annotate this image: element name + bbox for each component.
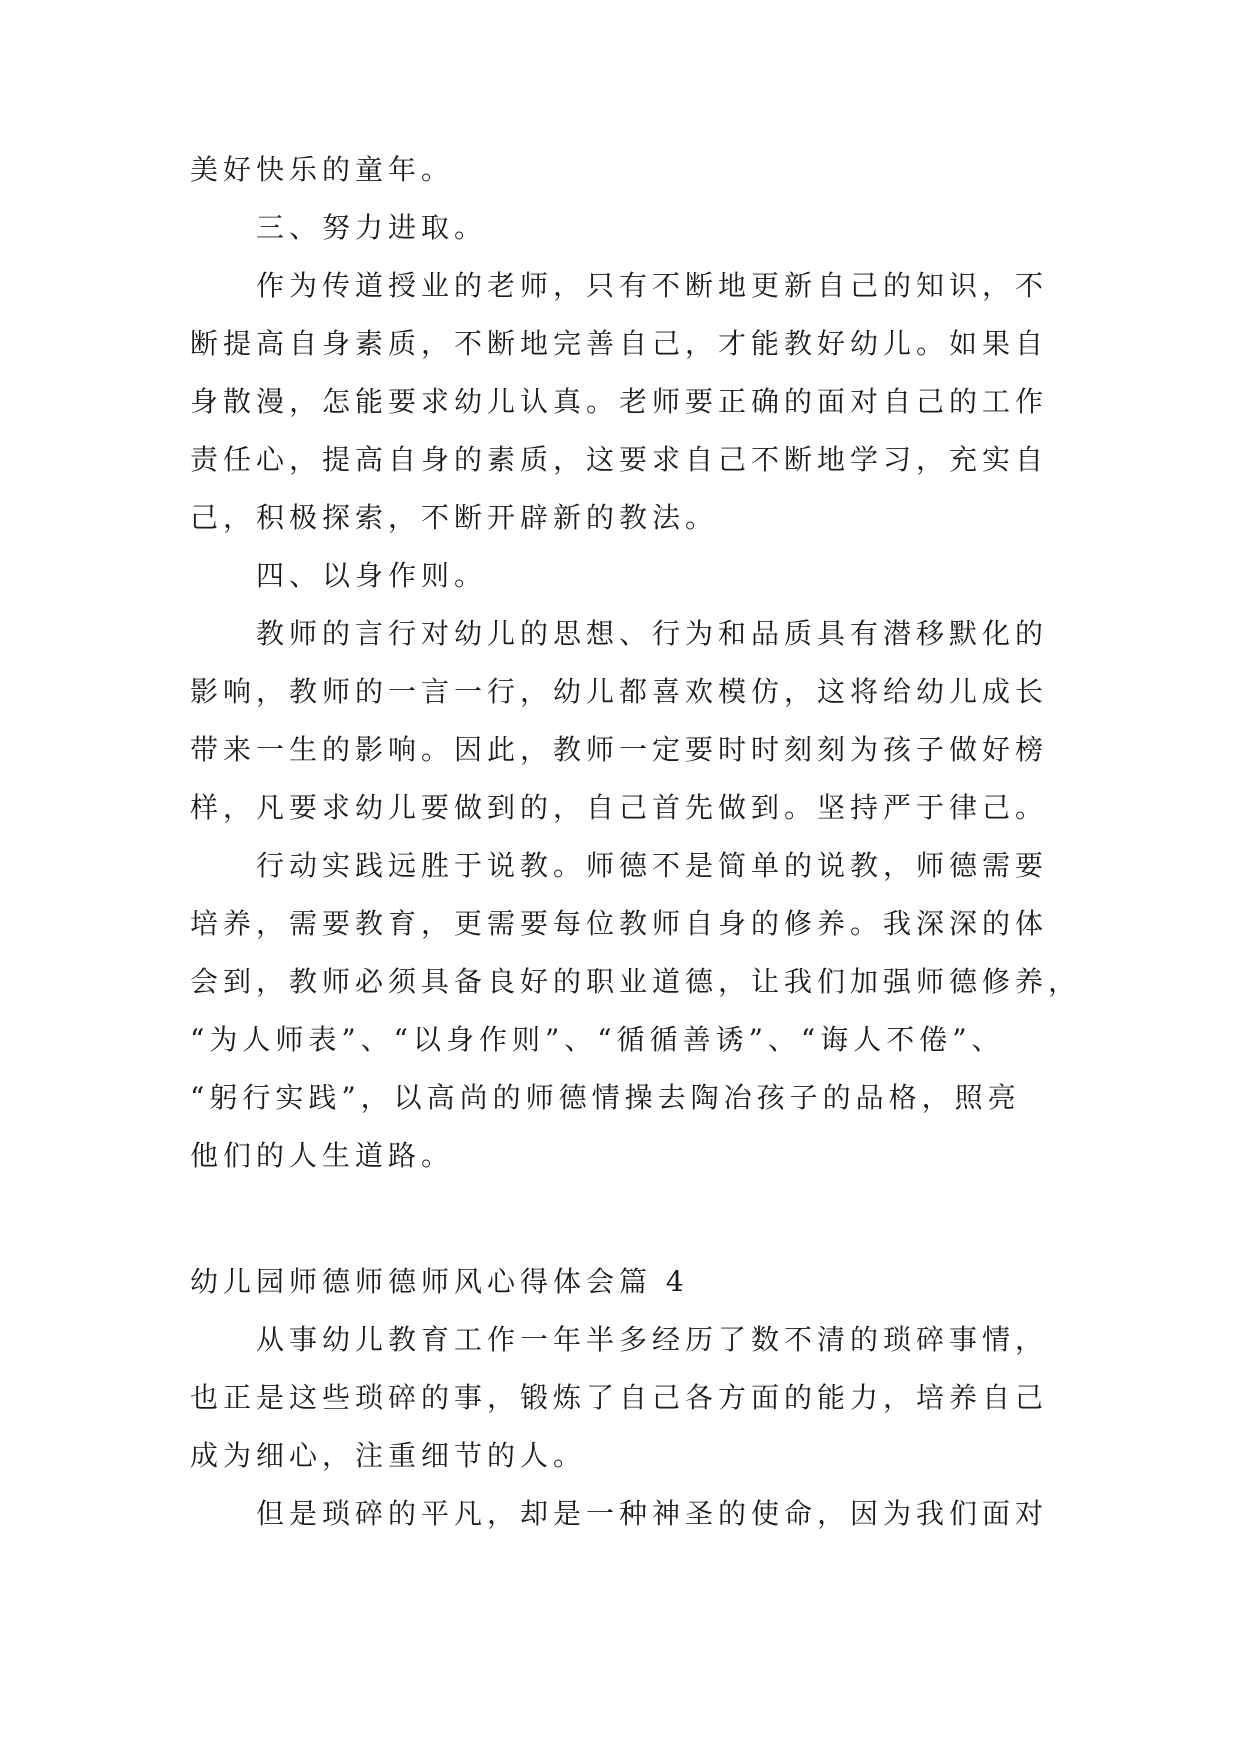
paragraph-line: 影响，教师的一言一行，幼儿都喜欢模仿，这将给幼儿成长: [190, 675, 1049, 708]
paragraph-line: 带来一生的影响。因此，教师一定要时时刻刻为孩子做好榜: [190, 733, 1049, 766]
paragraph-line: 培养，需要教育，更需要每位教师自身的修养。我深深的体: [190, 907, 1049, 940]
paragraph-line: 行动实践远胜于说教。师德不是简单的说教，师德需要: [256, 849, 1049, 882]
paragraph-line: “为人师表”、“以身作则”、“循循善诱”、“诲人不倦”、: [190, 1023, 1005, 1056]
paragraph-line: 作为传道授业的老师，只有不断地更新自己的知识，不: [256, 269, 1049, 302]
paragraph-line: 也正是这些琐碎的事，锻炼了自己各方面的能力，培养自己: [190, 1381, 1049, 1414]
paragraph-line: 但是琐碎的平凡，却是一种神圣的使命，因为我们面对: [256, 1497, 1049, 1530]
paragraph-line: 断提高自身素质，不断地完善自己，才能教好幼儿。如果自: [190, 327, 1049, 360]
paragraph-line: 从事幼儿教育工作一年半多经历了数不清的琐碎事情，: [256, 1323, 1049, 1356]
section-heading: 三、努力进取。: [256, 211, 488, 244]
paragraph-line: 会到，教师必须具备良好的职业道德，让我们加强师德修养，: [190, 965, 1082, 998]
paragraph-line: 教师的言行对幼儿的思想、行为和品质具有潜移默化的: [256, 617, 1049, 650]
paragraph-line: 样，凡要求幼儿要做到的，自己首先做到。坚持严于律己。: [190, 791, 1049, 824]
article-title: 幼儿园师德师德师风心得体会篇 4: [190, 1265, 689, 1298]
paragraph-line: 美好快乐的童年。: [190, 153, 455, 186]
section-heading: 四、以身作则。: [256, 559, 488, 592]
paragraph-line: “躬行实践”，以高尚的师德情操去陶冶孩子的品格，照亮: [190, 1081, 1021, 1114]
paragraph-line: 己，积极探索，不断开辟新的教法。: [190, 501, 719, 534]
paragraph-line: 责任心，提高自身的素质，这要求自己不断地学习，充实自: [190, 443, 1049, 476]
paragraph-line: 身散漫，怎能要求幼儿认真。老师要正确的面对自己的工作: [190, 385, 1049, 418]
paragraph-line: 他们的人生道路。: [190, 1139, 455, 1172]
paragraph-line: 成为细心，注重细节的人。: [190, 1439, 587, 1472]
